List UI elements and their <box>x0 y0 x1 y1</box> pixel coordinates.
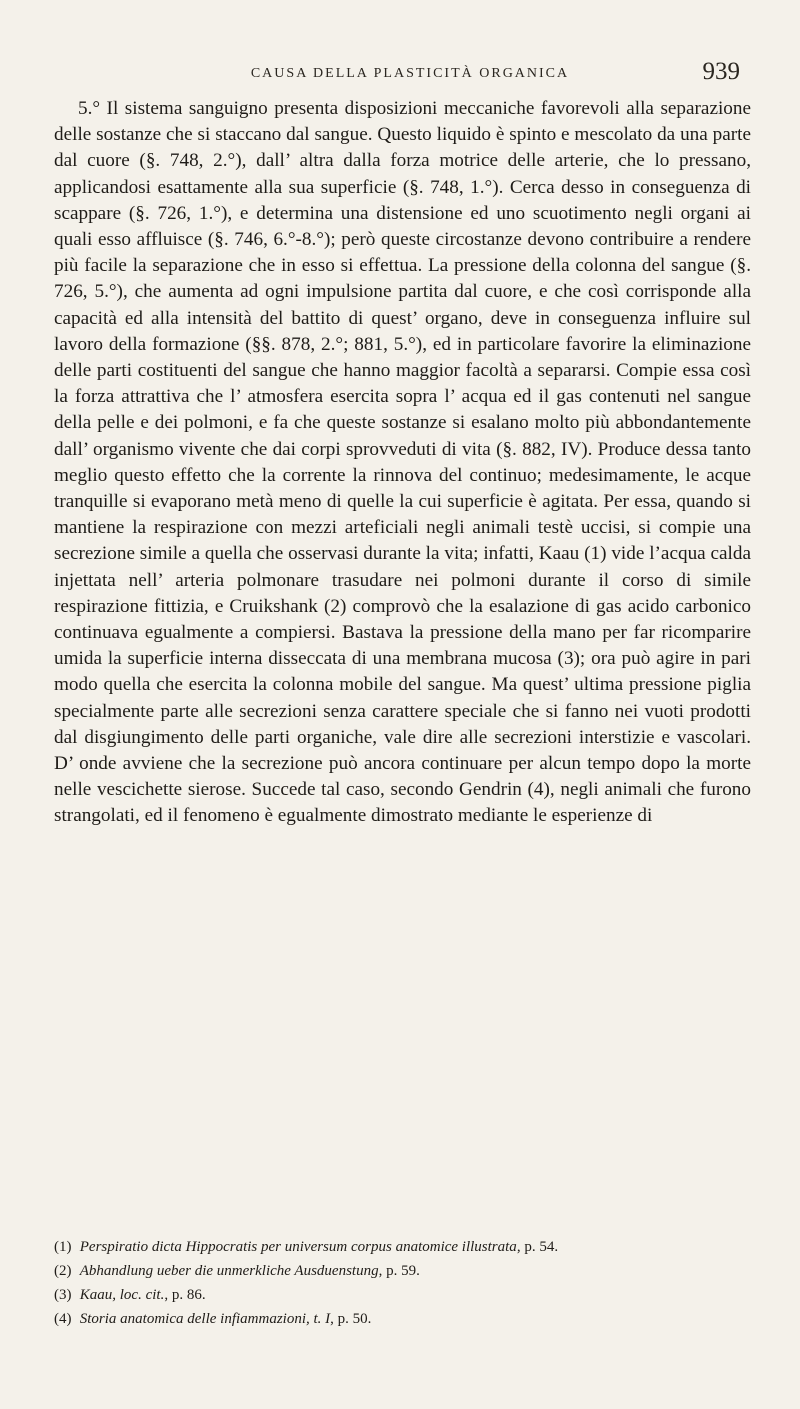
page-number: 939 <box>702 58 740 85</box>
footnote-1 <box>54 1235 751 1259</box>
footnote-pages: , p. 86. <box>164 1287 206 1303</box>
footnote-title: Perspiratio dicta Hippocratis per universum corpus anatomice illustrata <box>79 1239 517 1255</box>
main-text <box>54 96 751 830</box>
body-paragraph: 5.° Il sistema sanguigno presenta disposizioni meccaniche favorevoli alla separazione delle sostanze che si staccano dal sangue. Questo liquido è spinto e mescolato da una parte dal cuore (§. 748, 2.°), dall’ altra dalla forza motrice delle arterie, che lo pressano, applicandosi esattamente alla sua superficie (§. 748, 1.°). Cerca desso in conseguenza di scappare (§. 726, 1.°), e determina una distensione ed uno scuotimento negli organi ai quali esso affluisce (§. 746, 6.°-8.°); però queste circostanze devono contribuire a rendere più facile la separazione che in esso si effettua. La pressione della colonna del sangue (§. 726, 5.°), che aumenta ad ogni impulsione partita dal cuore, e che così corrisponde alla capacità ed alla intensità del battito di quest’ organo, deve in conseguenza influire sul lavoro della formazione (§§. 878, 2.°; 881, 5.°), ed in particolare favorire la eliminazione delle parti costituenti del sangue che hanno maggior facoltà a separarsi. Compie essa così la forza attrattiva che l’ atmosfera esercita sopra l’ acqua ed il gas contenuti nel sangue della pelle e dei polmoni, e fa che queste sostanze si esalano molto più abbondantemente dall’ organismo vivente che dai corpi sprovveduti di vita (§. 882, IV). Produce dessa tanto meglio questo effetto che la corrente la rinnova del continuo; medesimamente, le acque tranquille si evaporano metà meno di quelle la cui superficie è agitata. Per essa, quando si mantiene la respirazione con mezzi arteficiali negli animali testè uccisi, si compie una secrezione simile a quella che osservasi durante la vita; infatti, Kaau (1) vide l’acqua calda injettata nell’ arteria polmonare trasudare nei polmoni durante il corso di simile respirazione fittizia, e Cruikshank (2) comprovò che la esalazione di gas acido carbonico continuava egualmente a compiersi. Bastava la pressione della mano per far ricomparire umida la superficie interna disseccata di una membrana mucosa (3); ora può agire in pari modo quella che esercita la colonna mobile del sangue. Ma quest’ ultima pressione piglia specialmente parte alle secrezioni senza carattere speciale che si fanno nei vuoti prodotti dal disgiungimento delle parti organiche, vale dire alle secrezioni interstizie e vascolari. D’ onde avviene che la secrezione può ancora continuare per alcun tempo dopo la morte nelle vescichette sierose. Succede tal caso, secondo Gendrin (4), negli animali che furono strangolati, ed il fenomeno è egualmente dimostrato mediante le esperienze di <box>54 98 751 827</box>
footnote-number: (4) <box>54 1311 72 1327</box>
footnote-number: (2) <box>54 1263 72 1279</box>
footnote-title: Kaau, loc. cit. <box>79 1287 165 1303</box>
footnote-number: (1) <box>54 1239 72 1255</box>
footnote-pages: , p. 54. <box>516 1239 559 1255</box>
footnote-pages: , p. 59. <box>378 1263 420 1279</box>
footnote-2 <box>54 1259 751 1283</box>
footnote-title: Abhandlung ueber die unmerkliche Ausduenstung <box>79 1263 379 1279</box>
footnote-pages: , p. 50. <box>330 1311 372 1327</box>
footnote-3 <box>54 1283 751 1307</box>
running-header-title: CAUSA DELLA PLASTICITÀ ORGANICA <box>250 66 570 81</box>
footnote-number: (3) <box>54 1287 72 1303</box>
footnote-4 <box>54 1307 751 1331</box>
footnotes <box>54 1235 751 1331</box>
footnote-title: Storia anatomica delle infiammazioni, t. I <box>79 1311 331 1327</box>
